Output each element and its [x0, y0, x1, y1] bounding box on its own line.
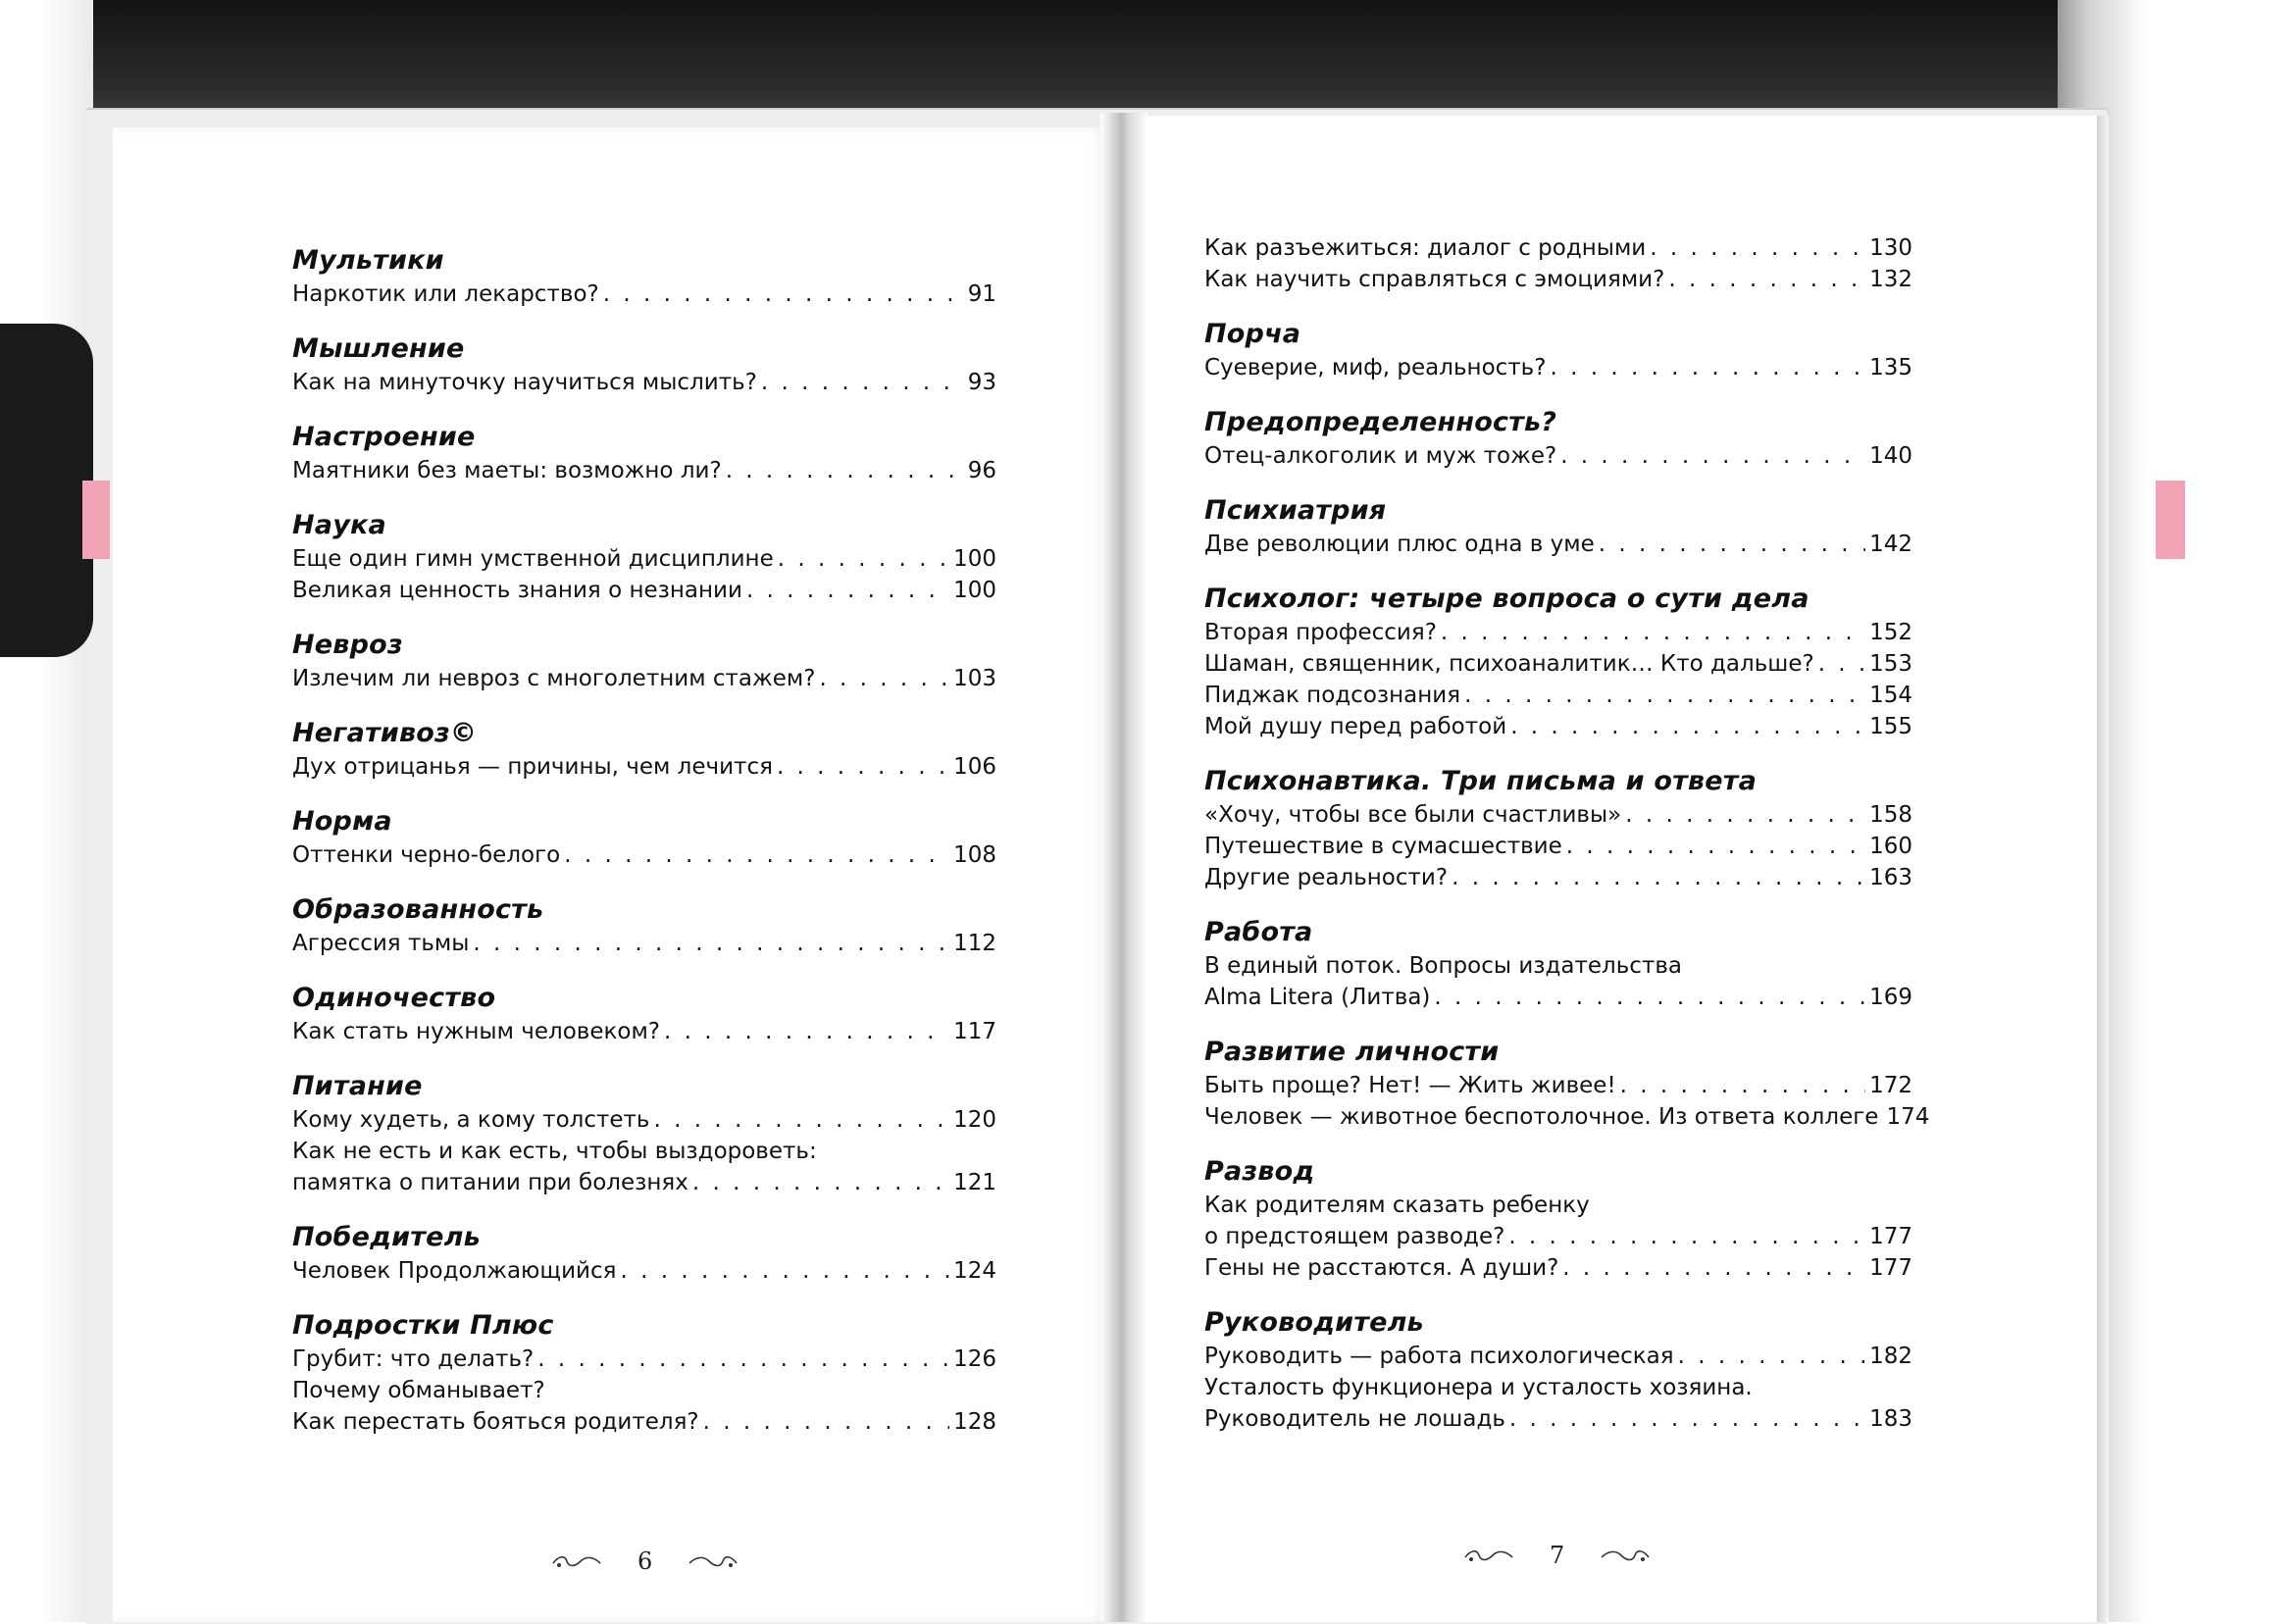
entry-page-number: 174 — [1886, 1104, 1930, 1130]
bookmark-ribbon-right — [2156, 481, 2185, 559]
toc-left — [292, 243, 996, 1459]
entry-title: Руководить — работа психологическая — [1204, 1344, 1674, 1369]
toc-entry — [1204, 680, 1912, 711]
dot-leader — [1441, 617, 1865, 648]
toc-section — [1204, 915, 1912, 1013]
dot-leader — [1464, 680, 1865, 711]
entry-title: Как на минуточку научиться мыслить? — [292, 370, 757, 395]
section-heading: Руководитель — [1204, 1307, 1424, 1338]
entry-title: Шаман, священник, психоаналитик… Кто дальше? — [1204, 651, 1814, 677]
entry-page-number: 154 — [1869, 683, 1912, 708]
ornament-right-icon — [1594, 1546, 1651, 1565]
entry-title: Человек — животное беспотолочное. Из ответа коллеге — [1204, 1104, 1879, 1130]
entry-page-number: 172 — [1869, 1073, 1912, 1098]
entry-title: о предстоящем разводе? — [1204, 1224, 1505, 1249]
entry-title: Излечим ли невроз с многолетним стажем? — [292, 666, 816, 691]
toc-section — [1204, 1035, 1930, 1133]
entry-title-line: В единый поток. Вопросы издательства — [1204, 953, 1682, 979]
entry-title: Гены не расстаются. А души? — [1204, 1255, 1559, 1281]
entry-title: Как стать нужным человеком? — [292, 1019, 660, 1044]
dot-leader — [603, 279, 964, 310]
entry-page-number: 142 — [1869, 532, 1912, 557]
scan-background-left — [0, 0, 93, 1622]
toc-section — [292, 628, 996, 694]
entry-title: Еще один гимн умственной дисциплине — [292, 546, 774, 572]
entry-page-number: 155 — [1869, 714, 1912, 739]
toc-entry — [1204, 440, 1912, 472]
dot-leader — [564, 839, 949, 871]
entry-page-number: 130 — [1869, 235, 1912, 261]
toc-entry — [1204, 1341, 1912, 1372]
ornament-right-icon — [682, 1551, 739, 1571]
toc-entry — [292, 751, 996, 783]
toc-entry — [1204, 648, 1912, 680]
dot-leader — [473, 928, 949, 959]
toc-entry — [1204, 982, 1912, 1013]
entry-page-number: 177 — [1869, 1224, 1912, 1249]
dot-leader — [1818, 648, 1865, 680]
toc-entry — [292, 928, 996, 959]
toc-entry — [1204, 799, 1912, 831]
toc-entry — [1204, 1221, 1912, 1252]
page-number: 7 — [1550, 1542, 1565, 1569]
entry-page-number: 177 — [1869, 1255, 1912, 1281]
folio-left — [551, 1548, 739, 1575]
dot-leader — [1434, 982, 1865, 1013]
entry-title: Агрессия тьмы — [292, 931, 470, 956]
page-edge — [2097, 116, 2109, 1622]
section-heading: Настроение — [292, 422, 476, 452]
dot-leader — [761, 367, 964, 398]
toc-section — [292, 716, 996, 783]
toc-entry — [1204, 831, 1912, 862]
entry-page-number: 112 — [953, 931, 996, 956]
dot-leader — [664, 1016, 949, 1047]
dot-leader — [1566, 831, 1865, 862]
toc-section — [292, 981, 996, 1047]
section-heading: Образованность — [292, 894, 544, 925]
section-heading: Одиночество — [292, 983, 496, 1013]
toc-entry — [1204, 617, 1912, 648]
entry-title: Как научить справляться с эмоциями? — [1204, 267, 1665, 292]
entry-page-number: 158 — [1869, 802, 1912, 828]
toc-entry — [292, 575, 996, 606]
dot-leader — [778, 543, 949, 575]
section-heading: Негативоз© — [292, 718, 478, 748]
dot-leader — [692, 1167, 949, 1198]
entry-page-number: 93 — [967, 370, 996, 395]
section-heading: Развод — [1204, 1156, 1315, 1187]
toc-section — [1204, 232, 1912, 295]
entry-title: Человек Продолжающийся — [292, 1258, 617, 1284]
entry-page-number: 169 — [1869, 985, 1912, 1010]
dot-leader — [620, 1255, 949, 1287]
entry-title: Великая ценность знания о незнании — [292, 578, 742, 603]
toc-entry — [1204, 352, 1912, 383]
toc-section — [292, 1069, 996, 1198]
entry-title: Оттенки черно-белого — [292, 842, 561, 868]
section-heading: Работа — [1204, 917, 1313, 947]
entry-page-number: 106 — [953, 754, 996, 780]
toc-entry — [292, 367, 996, 398]
folio-right — [1463, 1542, 1651, 1569]
entry-page-number: 91 — [967, 281, 996, 307]
toc-entry — [292, 279, 996, 310]
entry-title: Alma Litera (Литва) — [1204, 985, 1431, 1010]
toc-entry — [292, 1255, 996, 1287]
toc-entry — [1204, 1403, 1912, 1435]
section-heading: Мышление — [292, 333, 465, 364]
dot-leader — [703, 1406, 949, 1438]
toc-section — [292, 892, 996, 959]
entry-title: Руководитель не лошадь — [1204, 1406, 1505, 1432]
entry-title: Грубит: что делать? — [292, 1346, 535, 1372]
entry-page-number: 163 — [1869, 865, 1912, 890]
dot-leader — [1562, 1252, 1865, 1284]
scan-background-top — [0, 0, 2293, 118]
toc-entry — [292, 455, 996, 486]
section-heading: Психонавтика. Три письма и ответа — [1204, 766, 1758, 796]
entry-page-number: 183 — [1869, 1406, 1912, 1432]
entry-title: «Хочу, чтобы все были счастливы» — [1204, 802, 1622, 828]
toc-right — [1204, 232, 1930, 1456]
toc-section — [1204, 405, 1912, 472]
entry-page-number: 152 — [1869, 620, 1912, 645]
dot-leader — [1452, 862, 1865, 893]
dot-leader — [1550, 352, 1865, 383]
dot-leader — [1509, 1403, 1865, 1435]
entry-page-number: 100 — [953, 578, 996, 603]
entry-title-line: Как не есть и как есть, чтобы выздороветь: — [292, 1139, 817, 1164]
entry-title: Две революции плюс одна в уме — [1204, 532, 1595, 557]
dot-leader — [1620, 1070, 1865, 1101]
section-heading: Норма — [292, 806, 392, 837]
entry-title: Быть проще? Нет! — Жить живее! — [1204, 1073, 1616, 1098]
toc-section — [1204, 1305, 1912, 1435]
toc-section — [1204, 1154, 1912, 1284]
entry-page-number: 160 — [1869, 834, 1912, 859]
entry-title: Кому худеть, а кому толстеть — [292, 1107, 650, 1133]
entry-page-number: 128 — [953, 1409, 996, 1435]
entry-page-number: 182 — [1869, 1344, 1912, 1369]
section-heading: Мультики — [292, 245, 444, 276]
section-heading: Победитель — [292, 1222, 481, 1252]
entry-page-number: 126 — [953, 1346, 996, 1372]
toc-section — [1204, 764, 1912, 893]
section-heading: Психолог: четыре вопроса о сути дела — [1204, 584, 1809, 614]
toc-section — [292, 243, 996, 310]
book-strap — [0, 324, 93, 657]
entry-title: Как перестать бояться родителя? — [292, 1409, 699, 1435]
entry-title-line: Почему обманывает? — [292, 1378, 545, 1403]
entry-title: Другие реальности? — [1204, 865, 1449, 890]
toc-entry — [292, 1167, 996, 1198]
dot-leader — [726, 455, 964, 486]
section-heading: Предопределенность? — [1204, 407, 1557, 437]
entry-title-line: Усталость функционера и усталость хозяина. — [1204, 1375, 1753, 1400]
dot-leader — [1650, 232, 1865, 264]
toc-entry — [1204, 529, 1912, 560]
section-heading: Питание — [292, 1071, 423, 1101]
entry-page-number: 132 — [1869, 267, 1912, 292]
dot-leader — [1510, 711, 1865, 742]
entry-page-number: 117 — [953, 1019, 996, 1044]
dot-leader — [537, 1344, 949, 1375]
entry-page-number: 103 — [953, 666, 996, 691]
entry-title: Мой душу перед работой — [1204, 714, 1507, 739]
toc-section — [292, 804, 996, 871]
toc-entry — [1204, 1070, 1912, 1101]
bookmark-ribbon-left — [82, 481, 110, 559]
toc-section — [1204, 493, 1912, 560]
dot-leader — [1599, 529, 1865, 560]
toc-entry — [292, 663, 996, 694]
section-heading: Психиатрия — [1204, 495, 1387, 526]
entry-title: Дух отрицанья — причины, чем лечится — [292, 754, 773, 780]
toc-entry — [292, 839, 996, 871]
entry-title: Вторая профессия? — [1204, 620, 1437, 645]
entry-title: Отец-алкоголик и муж тоже? — [1204, 443, 1557, 469]
entry-title: Путешествие в сумасшествие — [1204, 834, 1562, 859]
entry-title: Как разъежиться: диалог с родными — [1204, 235, 1647, 261]
entry-title: Пиджак подсознания — [1204, 683, 1461, 708]
entry-page-number: 120 — [953, 1107, 996, 1133]
dot-leader — [1678, 1341, 1866, 1372]
dot-leader — [1668, 264, 1865, 295]
dot-leader — [1625, 799, 1865, 831]
toc-entry — [1204, 1252, 1912, 1284]
toc-entry — [292, 1344, 996, 1375]
toc-section — [292, 331, 996, 398]
ornament-left-icon — [1463, 1546, 1520, 1565]
entry-page-number: 153 — [1869, 651, 1912, 677]
ornament-left-icon — [551, 1551, 608, 1571]
toc-section — [292, 508, 996, 606]
entry-page-number: 124 — [953, 1258, 996, 1284]
entry-page-number: 140 — [1869, 443, 1912, 469]
section-heading: Подростки Плюс — [292, 1310, 554, 1341]
dot-leader — [777, 751, 949, 783]
dot-leader — [1560, 440, 1865, 472]
entry-page-number: 121 — [953, 1170, 996, 1195]
entry-page-number: 108 — [953, 842, 996, 868]
toc-entry — [292, 1406, 996, 1438]
entry-page-number: 135 — [1869, 355, 1912, 381]
entry-page-number: 100 — [953, 546, 996, 572]
toc-entry — [1204, 711, 1912, 742]
toc-entry — [292, 543, 996, 575]
entry-page-number: 96 — [967, 458, 996, 483]
section-heading: Невроз — [292, 630, 403, 660]
toc-section — [1204, 582, 1912, 742]
entry-title: Суеверие, миф, реальность? — [1204, 355, 1547, 381]
book-gutter — [1100, 113, 1147, 1622]
dot-leader — [746, 575, 949, 606]
toc-entry — [292, 1016, 996, 1047]
dot-leader — [654, 1104, 950, 1136]
entry-title: Маятники без маеты: возможно ли? — [292, 458, 722, 483]
toc-entry — [1204, 264, 1912, 295]
toc-section — [292, 1220, 996, 1287]
section-heading: Развитие личности — [1204, 1037, 1500, 1067]
dot-leader — [1508, 1221, 1865, 1252]
toc-section — [1204, 317, 1912, 383]
section-heading: Порча — [1204, 319, 1301, 349]
toc-section — [292, 420, 996, 486]
entry-title-line: Как родителям сказать ребенку — [1204, 1193, 1590, 1218]
toc-entry — [1204, 862, 1912, 893]
toc-section — [292, 1308, 996, 1438]
toc-entry — [1204, 232, 1912, 264]
section-heading: Наука — [292, 510, 386, 540]
entry-title: памятка о питании при болезнях — [292, 1170, 688, 1195]
toc-entry — [292, 1104, 996, 1136]
dot-leader — [819, 663, 949, 694]
page-number: 6 — [637, 1548, 653, 1575]
entry-title: Наркотик или лекарство? — [292, 281, 599, 307]
toc-entry — [1204, 1101, 1930, 1133]
